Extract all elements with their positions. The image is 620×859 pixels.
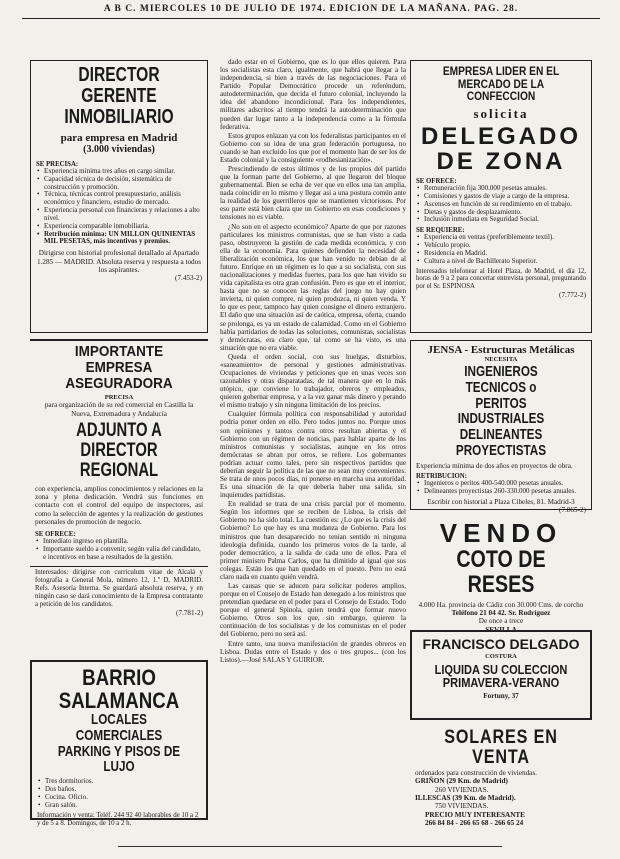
ad-director-gerente [30,60,208,333]
ad-jensa-ret-item: • Ingenieros o peritos 400-540.000 pesetas anuales. [416,480,586,488]
ad-vendo-title-1: VENDO [439,518,563,548]
ad-francisco-delgado [410,630,592,720]
ad-francisco-title-2: LIQUIDA SU COLECCION [434,661,568,677]
ad-vendo-title-2: COTO DE RESES [456,546,546,599]
ad-empresa-offer-item: • Inclusión inmediata en Seguridad Social. [416,216,586,224]
ad-empresa-footer: Interesados telefonear al Hotel Plaza, de Madrid, el día 12, horas de 9 a 2 para concertar entrevista personal, preguntando por el Sr. ESPINOSA [416,267,586,291]
ad-aseguradora-title-3: ADJUNTO A DIRECTOR [76,419,162,461]
news-paragraph: dado estar en el Gobierno, que es lo que ellos quieren. Para los socialistas esta claro, igualmente, que habrá que llegar a la independencia, si bien a través de las negociaciones. Para el Partido Popular Democrático procede un referéndum, autodeterminación, que decida el futuro colonial, incluyendo la idea del abandono incondicional. Para los independientes, militares adscritos al tiempo tendrá la autodeterminación que pueden dar lugar tanto a la independencia como a la fórmula federativa. [220,58,406,131]
ad-aseguradora-title-2: ASEGURADORA [65,374,173,392]
ad-empresa-req-item: • Cultura a nivel de Bachillerato Superior. [416,258,586,266]
bottom-rule [118,846,502,847]
news-paragraph: ¿No son en el aspecto económico? Aparte de que por razones particulares los ministros comunistas, que se han visto a cada paso, obstruyeron la gestión de cada medida económica, y con ella de la economía. Para quienes defienden la necesidad de liberalización económica, los que han venido no debían de al futuro. Enrique en un régimen es lo que a su socialista, con sus nacionalizaciones y medidas fuertes, para los que han vivido su vida capitalista es otra gran confusión. Pero es que en el interior, hasta que no se conocen las reglas del juego no hay quien invierta, ni quien compre, ni quien produzca, ni quien venda. Y lo que es peor, tampoco hay quien consigne el dinero extranjero. El daño que una situación así de caótica, empresa, oferta, cuando se prolonga, es ya un estado de calamidad. Como en el Gobierno había partidarios de todas las soluciones, comunistas, socialistas y demócratas, era claro que, tal como se ha visto, es una situación que no era viable. [220,222,406,352]
ad-barrio-title-4: PARKING Y PISOS DE LUJO [57,742,181,776]
ad-empresa-offer-item: • Dietas y gastos de desplazamiento. [416,209,586,217]
ad-barrio-item: • Dos baños. [37,786,201,794]
ad-jensa-code: (7.865-2) [559,505,586,514]
ad-director-req-item: • Experiencia comparable inmobiliaria. [36,223,202,231]
ad-director-req-item: • Retribución mínima: UN MILLON QUINIENTAS MIL PESETAS, más incentivos y premios. [36,231,202,247]
news-paragraph: Estos grupos enlazan ya con los federalistas participantes en el Gobierno con su idea de una gran federación portuguesa, no cuando se han excluido los que por el momento han de ser los de Estado colonial y la consiguiente «rodhesianización». [220,131,406,164]
ad-francisco-costura: COSTURA [485,652,517,660]
ad-aseguradora [30,339,208,652]
ad-jensa-title-3: PERITOS INDUSTRIALES [457,394,545,428]
ad-vendo-hours: De once a trece [478,617,524,626]
ad-solares-line: 750 VIVIENDAS. [435,802,489,811]
ad-director-footer: Dirigirse con historial profesional detallado al Apartado 1.285 — MADRID. Absoluta reserva y respuesta a todos los aspirantes. [36,249,202,274]
ad-jensa-ret-item: • Delineantes proyectistas 260-330.000 pesetas anuales. [416,488,586,496]
ad-vendo-body: 4.000 Ha. provincia de Cádiz con 30.000 Cms. de corcho [418,600,584,609]
ad-solares-title: SOLARES EN VENTA [444,727,558,768]
ad-empresa-req-item: • Residencia en Madrid. [416,250,586,258]
ad-aseguradora-footer: Interesados: dirigirse con curriculum vitae de Alcalá y fotografía a General Mola, número 12, 1.º D, MADRID. Refs. Asesoría Interna. Se guardará absoluta reserva, y en ningún caso se dará conocimiento de la Empresa contratante a petición de los candidatos. [35,568,203,608]
news-column [220,58,406,833]
ad-director-sub-2: (3.000 viviendas) [83,144,155,155]
ad-barrio-title-1: BARRIO [82,665,156,690]
ad-barrio-footer: Información y venta: Teléf. 244 92 40 laborables de 10 a 2 y de 5 a 8. Domingos, de 10 a 2 h. [37,811,199,827]
ad-empresa-title-1: EMPRESA LIDER EN EL [442,64,560,78]
ad-aseguradora-offer-item: • Importante sueldo a convenir, según valía del candidato, e incentivos en base a resultados de la gestión. [35,546,203,562]
ad-jensa-title-2: INGENIEROS TECNICOS o [464,363,538,396]
ad-jensa-ret-label: RETRIBUCION: [416,472,467,480]
ad-director-req-item: • Experiencia personal con financieras y relaciones a alto nivel. [36,207,202,223]
ad-jensa-title-1: JENSA - Estructuras Metálicas [427,344,575,356]
ad-empresa-req-label: SE REQUIERE: [416,227,465,235]
ad-solares-line: 260 VIVIENDAS. [435,785,489,794]
ad-jensa-necesita: NECESITA [484,356,518,363]
news-paragraph: Queda el orden social, con sus huelgas, disturbios, «saneamiento» de personal y gestiones administrativas. Ocupaciones de viviendas y peticiones que en unas veces son razonables y otras disparatadas, de tal manera que en lo más utópico, que conviene lo trabajador, obreros y empleados, quieren gobernar empresa, y a la vez ganar más dinero y perando el mismo trabajo y sin ninguna limitación de los precios. [220,352,406,410]
ad-francisco-title-3: PRIMAVERA-VERANO [442,675,560,691]
ad-empresa-req-item: • Vehículo propio. [416,242,586,250]
ad-aseguradora-body: con experiencia, amplios conocimientos y relaciones en la zona y plena dedicación. Vendrá sus funciones en contacto con el control del equipo de inspectores, así como la selección de agentes y la realización de gestiones personales de promoción de negocio. [35,484,203,527]
ad-vendo-coto [410,516,592,634]
ad-barrio-title-2: SALAMANCA [58,688,180,714]
ad-aseguradora-precisa: PRECISA [104,394,134,402]
ad-solares-line: 266 84 84 - 266 65 68 - 266 65 24 [425,818,524,827]
ad-francisco-address: Fortuny, 37 [483,691,519,700]
ad-director-title-2: INMOBILIARIO [64,106,174,128]
ad-aseguradora-title-1: IMPORTANTE EMPRESA [74,343,164,376]
news-paragraph: Entre tanto, una nueva manifestación de grandes obreros en Lisboa. Dudas entre el Estado y dos o tres grupos... (con los Listos).—José SALAS Y GUIRIOR. [220,639,406,664]
ad-director-req-item: • Experiencia mínima tres años en cargo similar. [36,168,202,176]
ad-aseguradora-offer-item: • Inmediato ingreso en plantilla. [35,538,203,546]
ad-solares-line: GRIÑON (29 Km. de Madrid) [415,777,508,786]
ad-solares-sub: ordenados para construcción de viviendas. [415,768,537,777]
ad-empresa-req-item: • Experiencia en ventas (preferiblemente textil). [416,234,586,242]
ad-vendo-phone: Teléfono 21 04 42. Sr. Rodríguez [451,609,551,618]
ad-empresa-title-2: MERCADO DE LA CONFECCION [457,76,545,104]
ad-director-req-label: SE PRECISA: [36,161,79,168]
ad-aseguradora-code: (7.781-2) [176,608,203,617]
news-paragraph: Cualquier fórmula política con responsabilidad y autoridad podría poner orden en ello. Pero todos juntos no. Porque unos son opiniones y tantos contra otros resultan abiertas y el Gobierno con un régimen de noticias, para hablar aparte de los ministros comunistas y socialistas, aunque en los otros demócratas se abran por otros, se refiere. Los gobernantes podrían actuar como tales, pero sin respectivos partidos que deberían seguir la política de las que no sean muy convenientes. Se trata de unos pocos días, ni ponerse en marcha una autoridad. Es una situación de la que debería haber una salida, sin inquietudes partidistas. [220,410,406,500]
ad-vendo-city: SEVILLA [485,625,517,634]
news-paragraph: Las causas que se aducen para solicitar poderes amplios, porque en el Consejo de Estado han denegado a los ministros que pretendían quedarse en el poder para el Consejo de Estado. Todo porque el general Spinola, quien tendrá que formar nuevo Gobierno. Otros son los que, sin embargo, quieren la continuación de los socialistas y de los comunistas en el poder del Gobierno, pero no será así. [220,582,406,639]
ad-jensa-experience: Experiencia mínima de dos años en proyectos de obra. [416,461,573,470]
ad-barrio-title-3: LOCALES COMERCIALES [75,711,163,744]
ad-solares-line: PRECIO MUY INTERESANTE [425,810,525,819]
ad-empresa-title-4: DE ZONA [436,147,566,175]
ad-barrio-item: • Gran salón. [37,802,201,810]
ad-empresa-solicita: solicita [473,105,529,121]
ad-empresa-code: (7.772-2) [559,291,586,300]
ad-empresa-offer-item: • Comisiones y gastos de viaje a cargo de la empresa. [416,193,586,201]
ad-empresa-offer-item: • Remuneración fija 300.000 pesetas anuales. [416,185,586,193]
page-header: A B C. MIERCOLES 10 DE JULIO DE 1974. EDICION DE LA MAÑANA. PAG. 28. [22,4,600,19]
ad-director-sub-1: para empresa en Madrid [60,132,178,144]
ad-empresa-title-3: DELEGADO [420,122,581,150]
ad-empresa-offer-label: SE OFRECE: [416,178,457,186]
ad-solares-venta [410,726,592,827]
ad-jensa [410,340,592,514]
ad-solares-line: ILLESCAS (39 Km. de Madrid). [415,793,516,802]
ad-barrio-item: • Tres dormitorios. [37,778,201,786]
ad-jensa-footer: Escribir con historial a Plaza Cibeles, 81. Madrid-3 [427,497,575,506]
ad-empresa-offer-item: • Ascensos en función de su rendimiento en el trabajo. [416,201,586,209]
news-paragraph: En realidad se trata de una crisis parcial por el momento. Según los informes que se reciben de Lisboa, la crisis del Gobierno no ha sido total. La cuestión es: ¿Lo que es la crisis del Gobierno? Lo que hay es una mudanza de Gobierno. Para los ministros que han desaparecido no tenían sentido ni ninguna ideología definida, cuando los primeros votos de la tarde, al poder democrático, a la salida de cada uno de ellos. Para el primer ministro Palma Carlos, que ha dimitido al igual que sus colegas. Están los que han quedado en el puesto. Pero no está claro nada en cuanto quién vendrá. [220,500,406,581]
ad-jensa-title-4: DELINEANTES PROYECTISTAS [455,426,547,459]
ad-empresa-lider [410,60,592,333]
ad-francisco-title-1: FRANCISCO DELGADO [422,636,580,652]
ad-aseguradora-intro: para organización de su red comercial en Castilla la Nueva, Extremadura y Andalucía [44,401,194,418]
ad-director-title-1: DIRECTOR GERENTE [78,64,160,107]
ad-aseguradora-offer-label: SE OFRECE: [35,531,76,539]
ad-director-code: (7.453-2) [175,274,202,283]
ad-barrio-salamanca [30,660,208,827]
news-paragraph: Prescindiendo de estos últimos y de los propios del partido que la forman parte del Gobierno, al que llegaron del bloque gubernamental. Bien se echa de ver que en ellos una tan amplia, nada coincidir en lo mismo y llegar así a una postura común ante la realidad de los guerrilleros que se mantienen victoriosos. Por eso parte está bien clara que un Gobierno en esas condiciones y tensiones no es viable. [220,165,406,222]
ad-barrio-item: • Cocina. Oficio. [37,794,201,802]
ad-director-req-item: • Técnica, técnicas control presupuestario, análisis económico y financiero, estudio de mercado. [36,191,202,207]
ad-aseguradora-title-4: REGIONAL [79,459,159,481]
ad-director-req-item: • Capacidad técnica de decisión, sistemática de construcción y promoción. [36,176,202,192]
